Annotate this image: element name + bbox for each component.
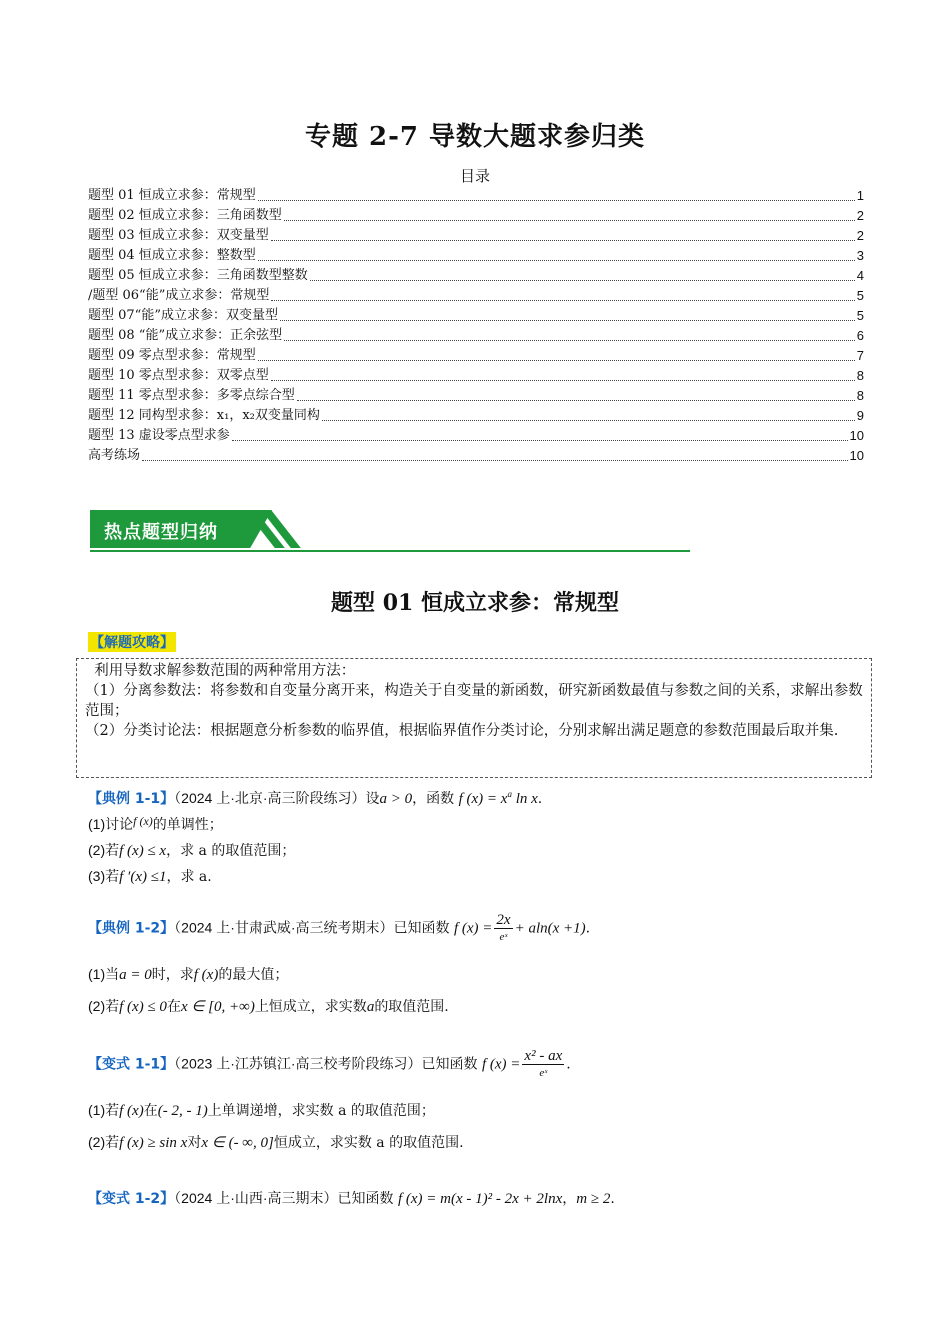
toc-entry[interactable] bbox=[88, 366, 864, 386]
strategy-line: 利用导数求解参数范围的两种常用方法： bbox=[85, 663, 356, 679]
toc-entry[interactable] bbox=[88, 386, 864, 406]
math-function: f (x) = m(x - 1)² - 2x + 2lnx bbox=[397, 1191, 563, 1207]
toc-entry-page: 5 bbox=[856, 288, 864, 303]
toc-leader-dots bbox=[258, 260, 855, 261]
toc-entry-label: 题型 13 虚设零点型求参 bbox=[88, 428, 230, 443]
toc-entry[interactable] bbox=[88, 446, 864, 466]
toc-entry-page: 8 bbox=[856, 388, 864, 403]
section-banner bbox=[90, 508, 690, 552]
math-fraction: $\frac{2x}{\text{eˣ}}$ bbox=[496, 912, 511, 943]
toc-entry[interactable] bbox=[88, 406, 864, 426]
toc-entry[interactable] bbox=[88, 306, 864, 326]
toc-leader-dots bbox=[280, 320, 855, 321]
toc-entry[interactable] bbox=[88, 186, 864, 206]
math-function: f (x) = bbox=[481, 1056, 521, 1073]
toc-entry[interactable] bbox=[88, 286, 864, 306]
toc-entry-label: 题型 09 零点型求参：常规型 bbox=[88, 348, 256, 363]
toc-entry-page: 8 bbox=[856, 368, 864, 383]
toc-entry-label: 题型 03 恒成立求参：双变量型 bbox=[88, 228, 269, 243]
question: (1)若f (x)在(- 2, - 1)上单调递增，求实数 a 的取值范围； bbox=[88, 1102, 435, 1119]
example-1-2: 【典例 1-2】（2024 上·甘肃武威·高三统考期末）已知函数 f (x) = $\frac{2x}{\text{eˣ}}$ + aln(x +1). bbox=[88, 912, 591, 943]
example-label: 【变式 1-2】 bbox=[88, 1191, 175, 1207]
example-source: （2024 上·甘肃武威·高三统考期末）已知函数 bbox=[174, 919, 450, 936]
toc-heading: 目录 bbox=[459, 167, 490, 185]
example-label: 【典例 1-2】 bbox=[88, 920, 175, 937]
toc-leader-dots bbox=[142, 460, 848, 461]
toc-entry-label: 题型 01 恒成立求参：常规型 bbox=[88, 188, 256, 203]
example-label: 【典例 1-1】 bbox=[88, 791, 175, 807]
math-condition: a > 0 bbox=[379, 791, 413, 807]
toc-entry[interactable] bbox=[88, 206, 864, 226]
banner-underline bbox=[90, 550, 690, 552]
example-source: （2023 上·江苏镇江·高三校考阶段练习）已知函数 bbox=[174, 1055, 478, 1072]
example-1-1 bbox=[88, 788, 542, 808]
toc-entry-label: 题型 11 零点型求参：多零点综合型 bbox=[88, 388, 295, 403]
strategy-tag: 【解题攻略】 bbox=[88, 632, 176, 652]
math-function: f $(x) = x^a$ ln x bbox=[458, 789, 538, 807]
toc-entry-page: 10 bbox=[849, 428, 864, 443]
toc-entry-label: 题型 04 恒成立求参：整数型 bbox=[88, 248, 256, 263]
toc-leader-dots bbox=[310, 280, 855, 281]
strategy-line: （1）分离参数法：将参数和自变量分离开来，构造关于自变量的新函数，研究新函数最值与参数之间的关系，求解出参数范围； bbox=[85, 683, 863, 719]
toc-leader-dots bbox=[258, 200, 855, 201]
toc-entry-page: 6 bbox=[856, 328, 864, 343]
toc-entry-page: 5 bbox=[856, 308, 864, 323]
toc-leader-dots bbox=[322, 420, 855, 421]
toc-entry[interactable] bbox=[88, 226, 864, 246]
toc-entry[interactable] bbox=[88, 346, 864, 366]
toc-entry-label: 题型 02 恒成立求参：三角函数型 bbox=[88, 208, 282, 223]
text: . bbox=[537, 791, 543, 807]
toc-leader-dots bbox=[297, 400, 855, 401]
toc-leader-dots bbox=[258, 360, 855, 361]
toc-leader-dots bbox=[284, 340, 855, 341]
toc-entry[interactable] bbox=[88, 246, 864, 266]
toc-entry-label: 题型 08 “能”成立求参：正余弦型 bbox=[88, 328, 283, 343]
toc-entry[interactable] bbox=[88, 326, 864, 346]
toc-entry-label: 题型 12 同构型求参：x₁，x₂双变量同构 bbox=[88, 408, 320, 423]
variant-1-2: 【变式 1-2】（2024 上·山西·高三期末）已知函数 f (x) = m(x - 1)² - 2x + 2lnx，m ≥ 2. bbox=[88, 1190, 615, 1207]
math-fraction: $\frac{\text{x² - ax}}{\text{eˣ}}$ bbox=[524, 1048, 563, 1079]
document-title: 专题 2-7 导数大题求参归类 bbox=[304, 122, 646, 152]
toc-entry-page: 10 bbox=[849, 448, 864, 463]
question: (3)若f ′(x) ≤1，求 a. bbox=[88, 868, 212, 885]
table-of-contents bbox=[88, 186, 864, 466]
toc-entry-label: 题型 10 零点型求参：双零点型 bbox=[88, 368, 269, 383]
section-title: 题型 01 恒成立求参：常规型 bbox=[331, 590, 619, 616]
text: ，函数 bbox=[412, 791, 455, 807]
strategy-line: （2）分类讨论法：根据题意分析参数的临界值，根据临界值作分类讨论，分别求解出满足题意的参数范围最后取并集. bbox=[85, 723, 839, 739]
toc-entry-page: 4 bbox=[856, 268, 864, 283]
question: (1)当a = 0时，求f (x)的最大值； bbox=[88, 966, 289, 983]
toc-leader-dots bbox=[271, 240, 855, 241]
toc-entry[interactable] bbox=[88, 426, 864, 446]
example-source: （2024 上·北京·高三阶段练习）设 bbox=[174, 790, 380, 806]
question: (1)讨论f (x)的单调性； bbox=[88, 814, 223, 833]
toc-entry-page: 9 bbox=[856, 408, 864, 423]
toc-entry-label: 题型 07“能”成立求参：双变量型 bbox=[88, 308, 278, 323]
toc-leader-dots bbox=[232, 440, 848, 441]
question: (2)若f (x) ≤ 0在x ∈ [0, +∞)上恒成立，求实数a的取值范围. bbox=[88, 998, 449, 1015]
toc-entry-page: 7 bbox=[856, 348, 864, 363]
strategy-box bbox=[76, 658, 872, 778]
toc-entry-page: 1 bbox=[856, 188, 864, 203]
toc-entry-page: 3 bbox=[856, 248, 864, 263]
toc-entry[interactable] bbox=[88, 266, 864, 286]
banner-text: 热点题型归纳 bbox=[104, 522, 218, 543]
example-label: 【变式 1-1】 bbox=[88, 1056, 175, 1073]
question: (2)若f (x) ≥ sin x对x ∈ (- ∞, 0]恒成立，求实数 a 的取值范围. bbox=[88, 1134, 464, 1151]
math-condition: m ≥ 2 bbox=[576, 1191, 611, 1207]
example-source: （2024 上·山西·高三期末）已知函数 bbox=[174, 1190, 394, 1206]
variant-1-1: 【变式 1-1】（2023 上·江苏镇江·高三校考阶段练习）已知函数 f (x) = $\frac{\text{x² - ax}}{\text{eˣ}}$ . bbox=[88, 1048, 571, 1079]
toc-entry-label: 题型 05 恒成立求参：三角函数型整数 bbox=[88, 268, 308, 283]
toc-leader-dots bbox=[271, 300, 854, 301]
math-function: f (x) = bbox=[453, 920, 493, 937]
toc-leader-dots bbox=[284, 220, 855, 221]
toc-leader-dots bbox=[271, 380, 855, 381]
toc-entry-page: 2 bbox=[856, 208, 864, 223]
toc-entry-label: 高考练场 bbox=[88, 448, 141, 463]
toc-entry-label: /题型 06“能”成立求参：常规型 bbox=[88, 288, 270, 303]
toc-entry-page: 2 bbox=[856, 228, 864, 243]
question: (2)若f (x) ≤ x，求 a 的取值范围； bbox=[88, 842, 296, 859]
math-function: + aln(x +1) bbox=[514, 920, 586, 937]
